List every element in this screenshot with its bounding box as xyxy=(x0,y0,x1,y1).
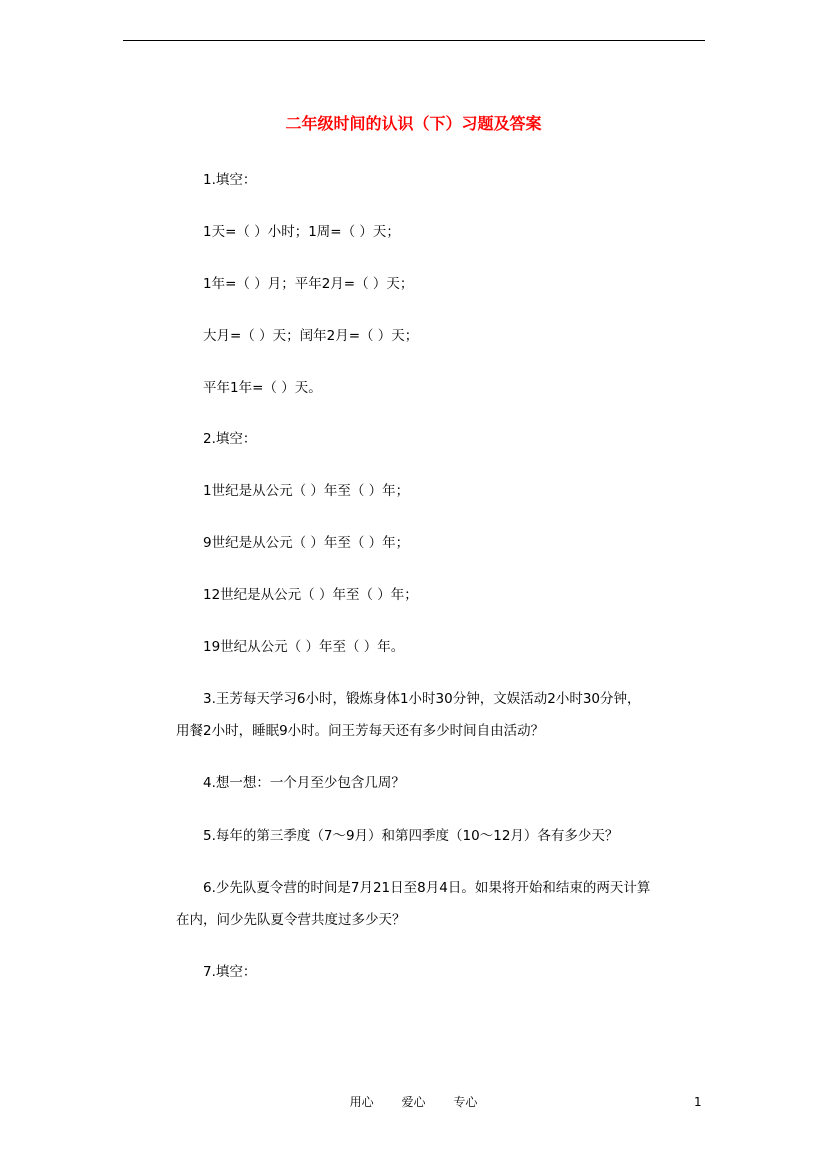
q1-line-2: 1年=（ ）月；平年2月=（ ）天； xyxy=(203,276,414,292)
footer-motto xyxy=(0,1094,827,1110)
q2-line-4: 19世纪从公元（ ）年至（ ）年。 xyxy=(203,639,405,655)
header-rule xyxy=(123,40,705,41)
q1-line-4: 平年1年=（ ）天。 xyxy=(203,380,322,396)
page-number: 1 xyxy=(694,1095,702,1109)
q3-line-1: 3.王芳每天学习6小时，锻炼身体1小时30分钟，文娱活动2小时30分钟， xyxy=(203,691,641,707)
q1-line-1: 1天=（ ）小时；1周=（ ）天； xyxy=(203,224,400,240)
q1-heading: 1.填空： xyxy=(203,172,257,188)
q6-line-1: 6.少先队夏令营的时间是7月21日至8月4日。如果将开始和结束的两天计算 xyxy=(203,880,651,896)
footer-motto-3: 专心 xyxy=(453,1095,478,1109)
q3-line-2: 用餐2小时，睡眠9小时。问王芳每天还有多少时间自由活动？ xyxy=(176,723,545,739)
q7-heading: 7.填空： xyxy=(203,964,257,980)
q2-heading: 2.填空： xyxy=(203,431,257,447)
q2-line-3: 12世纪是从公元（ ）年至（ ）年； xyxy=(203,587,418,603)
q2-line-1: 1世纪是从公元（ ）年至（ ）年； xyxy=(203,483,410,499)
footer-motto-2: 爱心 xyxy=(401,1095,426,1109)
footer-motto-1: 用心 xyxy=(349,1095,374,1109)
q6-line-2: 在内，问少先队夏令营共度过多少天？ xyxy=(176,912,406,928)
document-title: 二年级时间的认识（下）习题及答案 xyxy=(285,114,542,133)
q2-line-2: 9世纪是从公元（ ）年至（ ）年； xyxy=(203,535,410,551)
q1-line-3: 大月=（ ）天；闰年2月=（ ）天； xyxy=(203,328,419,344)
q4-line: 4.想一想：一个月至少包含几周？ xyxy=(203,775,405,791)
q5-line: 5.每年的第三季度（7～9月）和第四季度（10～12月）各有多少天？ xyxy=(203,828,619,844)
